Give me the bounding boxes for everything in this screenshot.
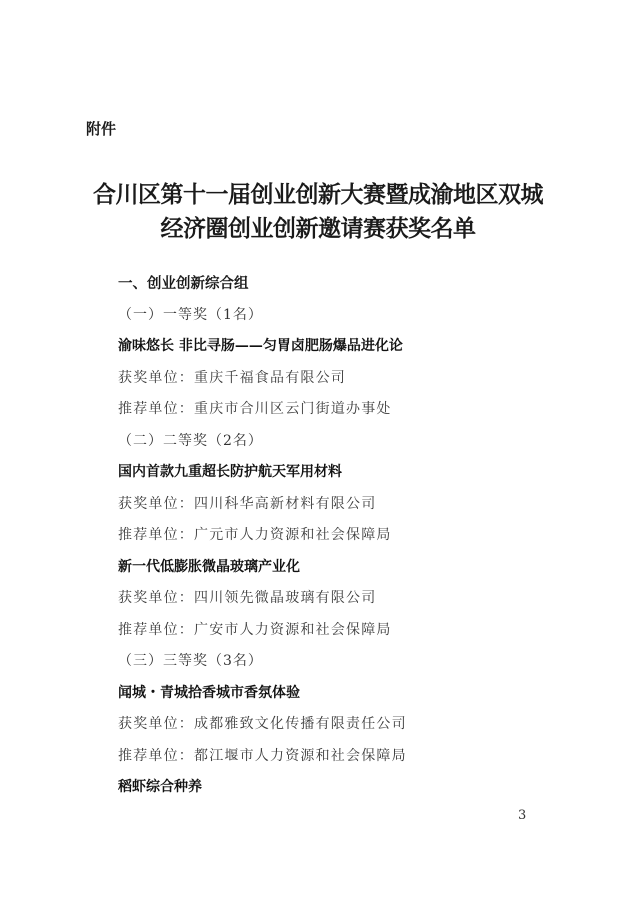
third-prize-heading: （三）三等奖（3名） bbox=[118, 653, 263, 669]
award-list bbox=[118, 268, 558, 804]
recommender-unit: 推荐单位：广元市人力资源和社会保障局 bbox=[118, 527, 392, 543]
second-prize-heading: （二）二等奖（2名） bbox=[118, 432, 263, 449]
document-title-line-1: 合川区第十一届创业创新大赛暨成渝地区双城 bbox=[93, 181, 543, 208]
project-title: 国内首款九重超长防护航天军用材料 bbox=[118, 464, 342, 480]
page-number: 3 bbox=[518, 808, 527, 823]
attachment-label: 附件 bbox=[86, 120, 117, 138]
winner-unit: 获奖单位：四川领先微晶玻璃有限公司 bbox=[118, 590, 377, 606]
document-title-line-2: 经济圈创业创新邀请赛获奖名单 bbox=[160, 215, 476, 242]
winner-unit: 获奖单位：四川科华高新材料有限公司 bbox=[118, 495, 377, 512]
section-heading: 一、创业创新综合组 bbox=[118, 275, 249, 292]
project-title: 新一代低膨胀微晶玻璃产业化 bbox=[118, 558, 300, 575]
recommender-unit: 推荐单位：广安市人力资源和社会保障局 bbox=[118, 621, 392, 638]
winner-unit: 获奖单位：成都雅致文化传播有限责任公司 bbox=[118, 716, 407, 732]
recommender-unit: 推荐单位：重庆市合川区云门街道办事处 bbox=[118, 401, 392, 417]
winner-unit: 获奖单位：重庆千福食品有限公司 bbox=[118, 369, 346, 386]
project-title: 渝味悠长 非比寻肠——匀胃卤肥肠爆品进化论 bbox=[118, 338, 403, 354]
project-title: 稻虾综合种养 bbox=[118, 779, 202, 795]
first-prize-heading: （一）一等奖（1名） bbox=[118, 306, 263, 323]
project-title: 闻城・青城拾香城市香氛体验 bbox=[118, 684, 300, 701]
recommender-unit: 推荐单位：都江堰市人力资源和社会保障局 bbox=[118, 747, 407, 764]
